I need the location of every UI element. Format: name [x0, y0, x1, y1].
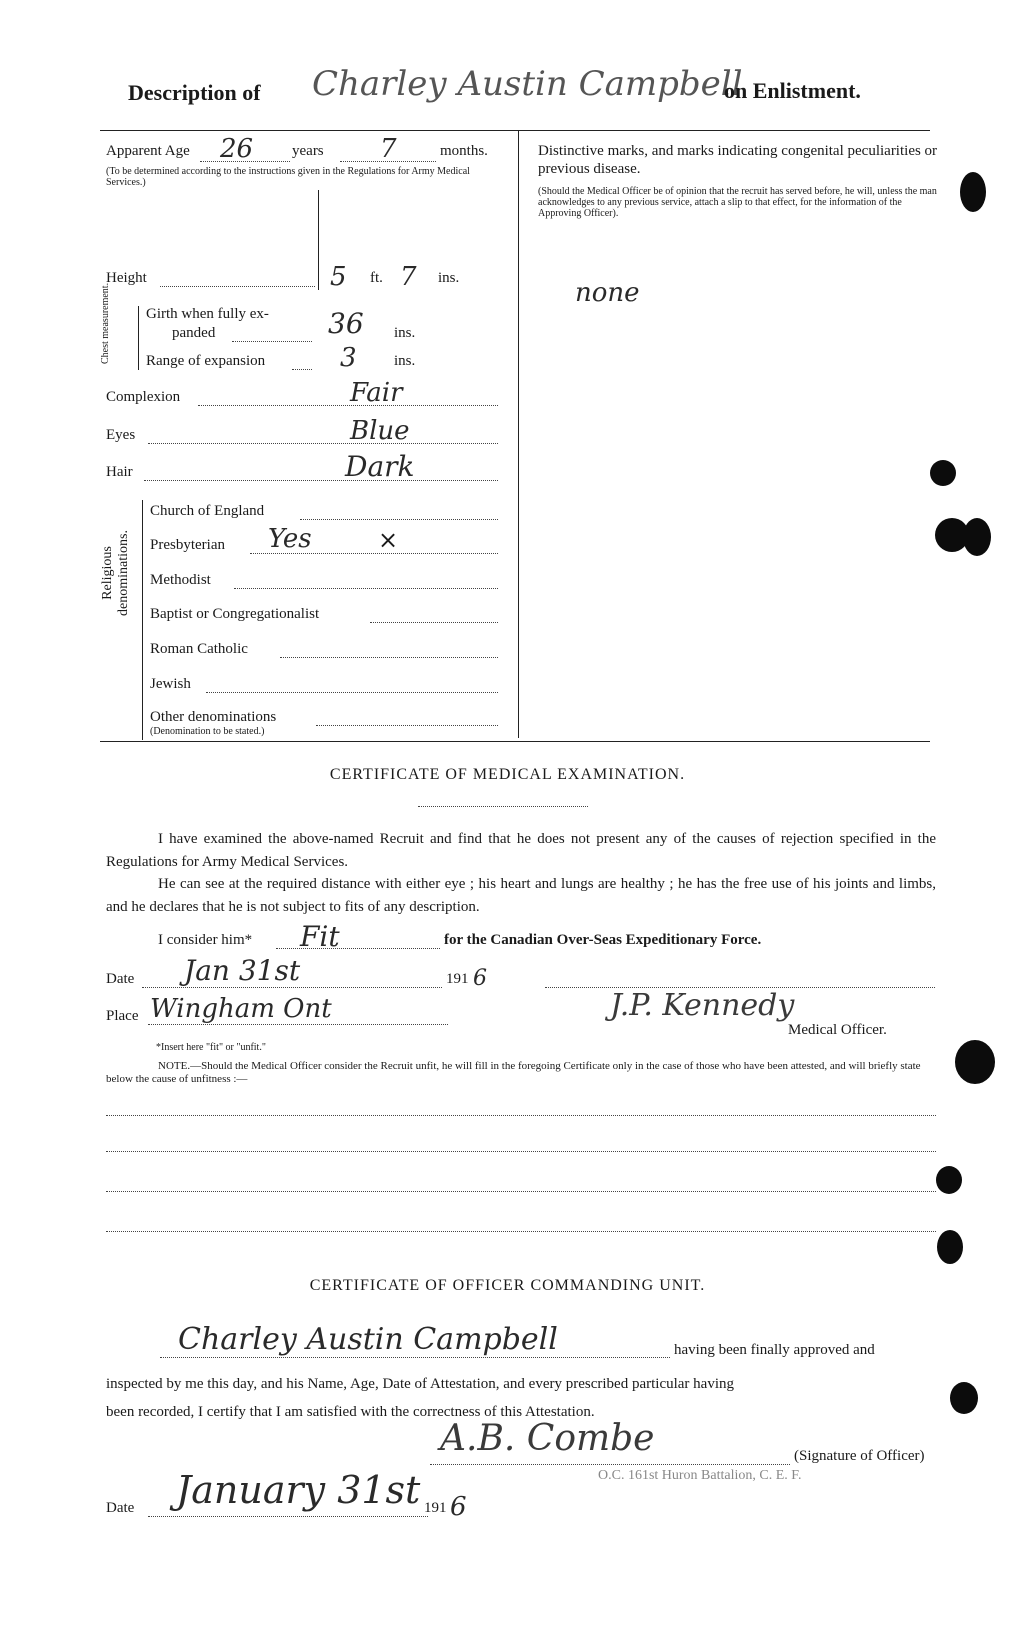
presbyterian-label: Presbyterian — [150, 537, 225, 553]
officer-signature-line — [430, 1464, 790, 1465]
commanding-date-label: Date — [106, 1500, 135, 1516]
commanding-name-line — [160, 1357, 670, 1358]
header-prefix: Description of — [128, 80, 261, 105]
eyes-label: Eyes — [106, 427, 136, 443]
height-divider — [318, 190, 319, 290]
girth-value: 36 — [328, 307, 364, 340]
other-line — [316, 725, 498, 726]
other-denominations-label: Other denominations — [150, 709, 277, 725]
height-line — [160, 286, 315, 287]
hair-value: Dark — [345, 450, 415, 483]
punch-hole-2 — [930, 460, 956, 486]
hair-line — [144, 480, 498, 481]
commanding-year-value: 6 — [450, 1492, 467, 1522]
commanding-line2: inspected by me this day, and his Name, Age, Date of Attestation, and every prescribed particular having — [106, 1376, 735, 1392]
commanding-line1-suffix: having been finally approved and — [674, 1342, 875, 1358]
medical-date-value: Jan 31st — [184, 954, 301, 987]
consider-label: I consider him* — [158, 932, 253, 948]
ins-label: ins. — [438, 270, 460, 286]
years-label: years — [292, 143, 324, 159]
girth-unit: ins. — [394, 325, 416, 341]
eyes-line — [148, 443, 498, 444]
complexion-line — [198, 405, 498, 406]
header-suffix: on Enlistment. — [724, 78, 861, 103]
medical-date-line — [142, 987, 442, 988]
punch-hole-1 — [960, 172, 986, 212]
religion-side-label-1: Religious — [100, 546, 115, 600]
complexion-value: Fair — [350, 378, 403, 408]
baptist-label: Baptist or Congregationalist — [150, 606, 320, 622]
months-label: months. — [440, 143, 488, 159]
height-ft-value: 5 — [330, 262, 347, 292]
unfit-note: NOTE.—Should the Medical Officer consider the Recruit unfit, he will fill in the foregoing Certificate only in the case of those who have been attested, and will briefly state below the cause of unfitness :— — [106, 1060, 921, 1085]
presbyterian-mark: × — [378, 526, 399, 554]
section-rule — [100, 741, 930, 742]
commanding-year-prefix: 191 — [424, 1500, 447, 1516]
unfit-line-4 — [106, 1231, 936, 1232]
range-value: 3 — [340, 343, 357, 373]
commanding-title: CERTIFICATE OF OFFICER COMMANDING UNIT. — [309, 1277, 706, 1294]
medical-date-label: Date — [106, 971, 135, 987]
catholic-line — [280, 657, 498, 658]
medical-paragraph-1: I have examined the above-named Recruit and find that he does not present any of the causes of rejection specified in the Regulations for Army Medical Services. — [106, 831, 936, 870]
unfit-line-2 — [106, 1151, 936, 1152]
church-of-england-label: Church of England — [150, 503, 265, 519]
religion-side-label — [100, 518, 132, 628]
battalion-stamp: O.C. 161st Huron Battalion, C. E. F. — [598, 1468, 802, 1483]
age-months-value: 7 — [380, 134, 397, 164]
girth-label-2: panded — [172, 325, 216, 341]
consider-value: Fit — [300, 920, 340, 953]
commanding-date-line — [148, 1516, 428, 1517]
methodist-line — [234, 588, 498, 589]
jewish-label: Jewish — [150, 676, 191, 692]
medical-title-rule — [418, 806, 588, 807]
girth-dots — [232, 341, 312, 342]
medical-signature: J.P. Kennedy — [610, 988, 795, 1023]
height-label: Height — [106, 270, 147, 286]
hair-label: Hair — [106, 464, 133, 480]
medical-officer-label: Medical Officer. — [788, 1022, 887, 1038]
officer-signature: A.B. Combe — [440, 1418, 655, 1459]
unfit-line-3 — [106, 1191, 936, 1192]
place-value: Wingham Ont — [150, 994, 332, 1024]
roman-catholic-label: Roman Catholic — [150, 641, 248, 657]
baptist-line — [370, 622, 498, 623]
presbyterian-value: Yes — [268, 524, 312, 554]
other-denominations-note: (Denomination to be stated.) — [150, 726, 265, 737]
punch-hole-7 — [937, 1230, 963, 1264]
column-divider — [518, 130, 519, 738]
medical-paragraph-2: He can see at the required distance with either eye ; his heart and lungs are healthy ; he has the free use of his joints and limbs, and he declares that he is not subject to fits of any description. — [106, 876, 936, 915]
punch-hole-5 — [955, 1040, 995, 1084]
marks-value: none — [575, 278, 640, 308]
commanding-line3: been recorded, I certify that I am satisfied with the correctness of this Attestation. — [106, 1404, 595, 1420]
complexion-label: Complexion — [106, 389, 181, 405]
marks-note: (Should the Medical Officer be of opinion that the recruit has served before, he will, unless the man acknowledges to any previous service, attach a slip to that effect, for the information of the Approving Officer). — [538, 186, 937, 219]
place-label: Place — [106, 1008, 139, 1024]
jewish-line — [206, 692, 498, 693]
header-name: Charley Austin Campbell — [312, 64, 743, 104]
church-line — [300, 519, 498, 520]
punch-hole-6 — [936, 1166, 962, 1194]
girth-label-1: Girth when fully ex- — [146, 306, 269, 322]
medical-year-prefix: 191 — [446, 971, 469, 987]
medical-year-value: 6 — [473, 966, 487, 991]
chest-bracket — [138, 306, 139, 370]
religion-bracket — [142, 500, 143, 740]
religion-side-label-2: denominations. — [116, 530, 131, 616]
apparent-age-label: Apparent Age — [106, 143, 190, 159]
unfit-line-1 — [106, 1115, 936, 1116]
ft-label: ft. — [370, 270, 383, 286]
age-note: (To be determined according to the instructions given in the Regulations for Army Medical Services.) — [106, 166, 470, 188]
consider-suffix: for the Canadian Over-Seas Expeditionary Force. — [444, 932, 762, 948]
methodist-label: Methodist — [150, 572, 211, 588]
medical-title: CERTIFICATE OF MEDICAL EXAMINATION. — [329, 766, 686, 783]
commanding-name-value: Charley Austin Campbell — [178, 1322, 558, 1357]
officer-signature-label: (Signature of Officer) — [794, 1448, 925, 1464]
range-unit: ins. — [394, 353, 416, 369]
header-rule — [100, 130, 930, 131]
eyes-value: Blue — [350, 416, 410, 446]
range-dots — [292, 369, 312, 370]
range-label: Range of expansion — [146, 353, 266, 369]
chest-side-label: Chest measurement. — [100, 282, 111, 364]
age-years-value: 26 — [220, 134, 254, 164]
marks-heading: Distinctive marks, and marks indicating congenital peculiarities or previous disease. — [538, 143, 938, 177]
insert-note: *Insert here "fit" or "unfit." — [156, 1042, 266, 1053]
punch-hole-8 — [950, 1382, 978, 1414]
height-in-value: 7 — [400, 262, 417, 292]
commanding-date-value: January 31st — [176, 1468, 421, 1512]
place-line — [148, 1024, 448, 1025]
punch-hole-4 — [963, 518, 991, 556]
